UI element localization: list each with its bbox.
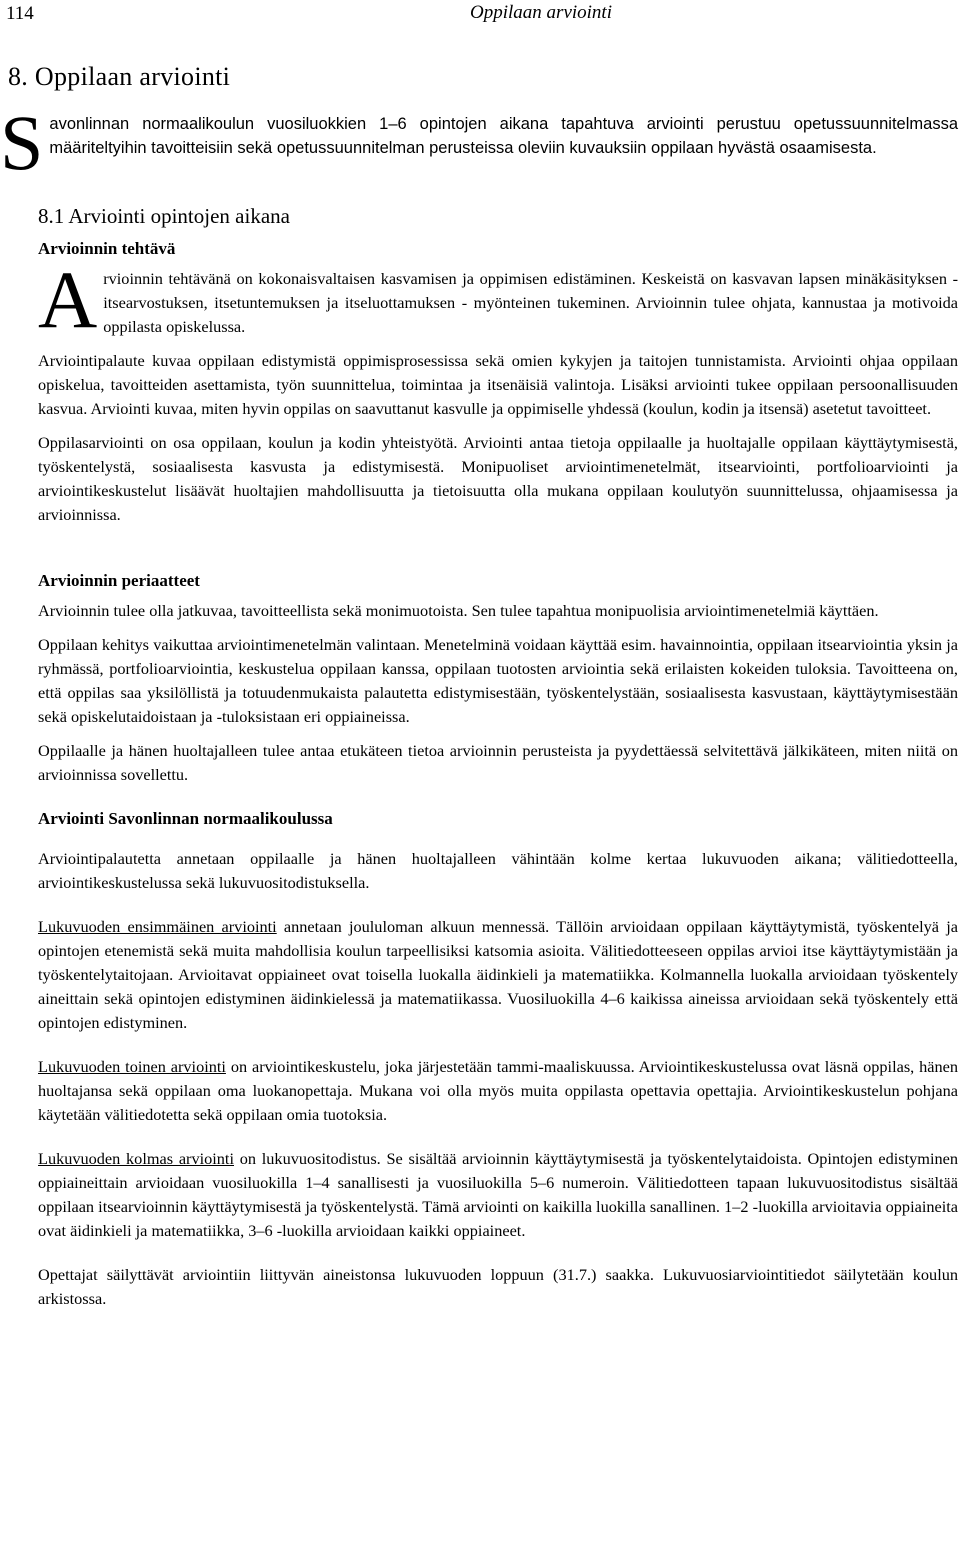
closing-para: Opettajat säilyttävät arviointiin liittyvän aineistonsa lukuvuoden loppuun (31.7.) saakka. Lukuvuosiarviointitiedot säilytetään koulun arkistossa. [38,1265,958,1308]
intro-text: avonlinnan normaalikoulun vuosiluokkien 1–6 opintojen aikana tapahtuva arviointi perustuu opetussuunnitelmassa määriteltyihin tavoitteisiin sekä opetussuunnitelman perusteissa oleviin kuvauksiin oppilaan hyvästä osaamisesta. [49,115,958,157]
principles-para-2: Oppilaan kehitys vaikuttaa arviointimenetelmän valintaan. Menetelminä voidaan käyttää esim. havainnointia, oppilaan itsearviointia yksin ja ryhmässä, portfolioarviointia, keskustelua oppilaan kanssa, oppilaan tuotosten arviointia sekä erilaisten kokeiden tuloksia. Tavoitteena on, että oppilas saa yksilöllistä ja totuudenmukaista palautetta edistymisestään, työskentelystään, sosiaalisesta kasvustaan, käyttäytymisestään sekä opiskelutaidoistaan ja -tuloksistaan eri oppiaineissa. [38,635,958,726]
intro-dropcap: S [0,99,44,186]
first-evaluation-para [38,915,958,1035]
first-evaluation-label: Lukuvuoden ensimmäinen arviointi [38,917,277,936]
second-evaluation-label: Lukuvuoden toinen arviointi [38,1057,226,1076]
third-evaluation-text: on lukuvuositodistus. Se sisältää arvioinnin käyttäytymisestä ja työskentelytaidoista. Opintojen edistyminen oppiaineittain arvioidaan vuosiluokilla 1–4 sanallisesti ja vuosiluokilla 5–6 numeroin. Välitiedotteen tapaan lukuvuositodistus sisältää oppilaan itsearvioinnin käyttäytymisestä ja työskentelystä. Tämä arviointi on kaikilla luokilla sanallinen. 1–2 -luokilla arvioitavia oppiaineita ovat äidinkieli ja matematiikka, 3–6 -luokilla arvioidaan kaikki oppiaineet. [38,1149,958,1240]
task-para-1: Arviointipalaute kuvaa oppilaan edistymistä oppimisprosessissa sekä omien kykyjen ja taitojen tunnistamista. Arviointi ohjaa oppilaan opiskelua, tavoitteiden asettamista, työn suunnittelua, toimintaa ja itsenäisiä valintoja. Lisäksi arviointi tukee oppilaan persoonallisuuden kasvua. Arviointi kuvaa, miten hyvin oppilas on saavuttanut kasvulle ja oppimiselle yhdessä (koulun, kodin ja itsensä) asetetut tavoitteet. [38,351,958,418]
subhead-task: Arvioinnin tehtävä [38,239,176,258]
principles-para-1: Arvioinnin tulee olla jatkuvaa, tavoitteellista sekä monimuotoista. Sen tulee tapahtua monipuolisia arviointimenetelmiä käyttäen. [38,601,879,620]
running-head: Oppilaan arviointi [470,2,612,23]
page-header [0,0,960,30]
subhead-savonlinna: Arviointi Savonlinnan normaalikoulussa [38,809,333,828]
third-evaluation-para [38,1147,958,1243]
first-evaluation-text: annetaan joululoman alkuun mennessä. Tällöin arvioidaan oppilaan käyttäytymistä, työskentelyä ja opintojen etenemistä sekä muita mahdollisia koulun tarpeellisiksi katsomia asioita. Välitiedotteeseen oppilas arvioi itse käyttäytymistään ja työskentelytaitojaan. Arvioitavat oppiaineet ovat toisella luokalla äidinkieli ja matematiikka. Kolmannella luokalla arvioidaan työskentely aineittain sekä opintojen edistyminen äidinkielessä ja matematiikassa. Vuosiluokilla 4–6 kaikissa aineissa arvioidaan sekä työskentely että opintojen edistyminen. [38,917,958,1032]
savonlinna-para-1: Arviointipalautetta annetaan oppilaalle ja hänen huoltajalleen vähintään kolme kertaa lukuvuoden aikana; välitiedotteella, arviointikeskustelussa sekä lukuvuositodistuksella. [38,849,958,892]
task-dropcap: A [38,254,98,345]
chapter-intro [0,99,958,186]
page-content [0,62,958,1321]
task-intro [38,254,958,345]
task-intro-text: rvioinnin tehtävänä on kokonaisvaltaisen kasvamisen ja oppimisen edistäminen. Keskeistä on kasvavan lapsen minäkäsityksen - itsearvostuksen, itsetuntemuksen ja itseluottamuksen - myönteinen tukeminen. Arvioinnin tulee ohjata, kannustaa ja motivoida oppilasta opiskelussa. [103,269,958,336]
second-evaluation-para [38,1055,958,1127]
task-para-2: Oppilasarviointi on osa oppilaan, koulun ja kodin yhteistyötä. Arviointi antaa tietoja oppilaalle ja huoltajalle oppilaan käyttäytymisestä, työskentelystä, sosiaalisesta kasvusta ja edistymisestä. Monipuoliset arviointimenetelmät, itsearviointi, portfolioarviointi ja arviointikeskustelut lisäävät huoltajien mahdollisuutta ja tietoisuutta olla mukana oppilaan koulutyön suunnittelussa, ohjaamisessa ja arvioinnissa. [38,433,958,524]
section-title: 8.1 Arviointi opintojen aikana [38,204,290,228]
page-number: 114 [6,3,34,24]
third-evaluation-label: Lukuvuoden kolmas arviointi [38,1149,234,1168]
principles-para-3: Oppilaalle ja hänen huoltajalleen tulee antaa etukäteen tietoa arvioinnin perusteista ja pyydettäessä selvitettävä jälkikäteen, miten niitä on arvioinnissa sovellettu. [38,741,958,784]
chapter-title: 8. Oppilaan arviointi [8,62,231,91]
second-evaluation-text: on arviointikeskustelu, joka järjestetään tammi-maaliskuussa. Arviointikeskustelussa ovat läsnä oppilas, hänen huoltajansa sekä oppilaan oma luokanopettaja. Mukana voi olla myös muita oppilasta opettavia opettajia. Arviointikeskustelun pohjana käytetään välitiedotetta sekä oppilaan omia tuotoksia. [38,1057,958,1124]
subhead-principles: Arvioinnin periaatteet [38,571,200,590]
